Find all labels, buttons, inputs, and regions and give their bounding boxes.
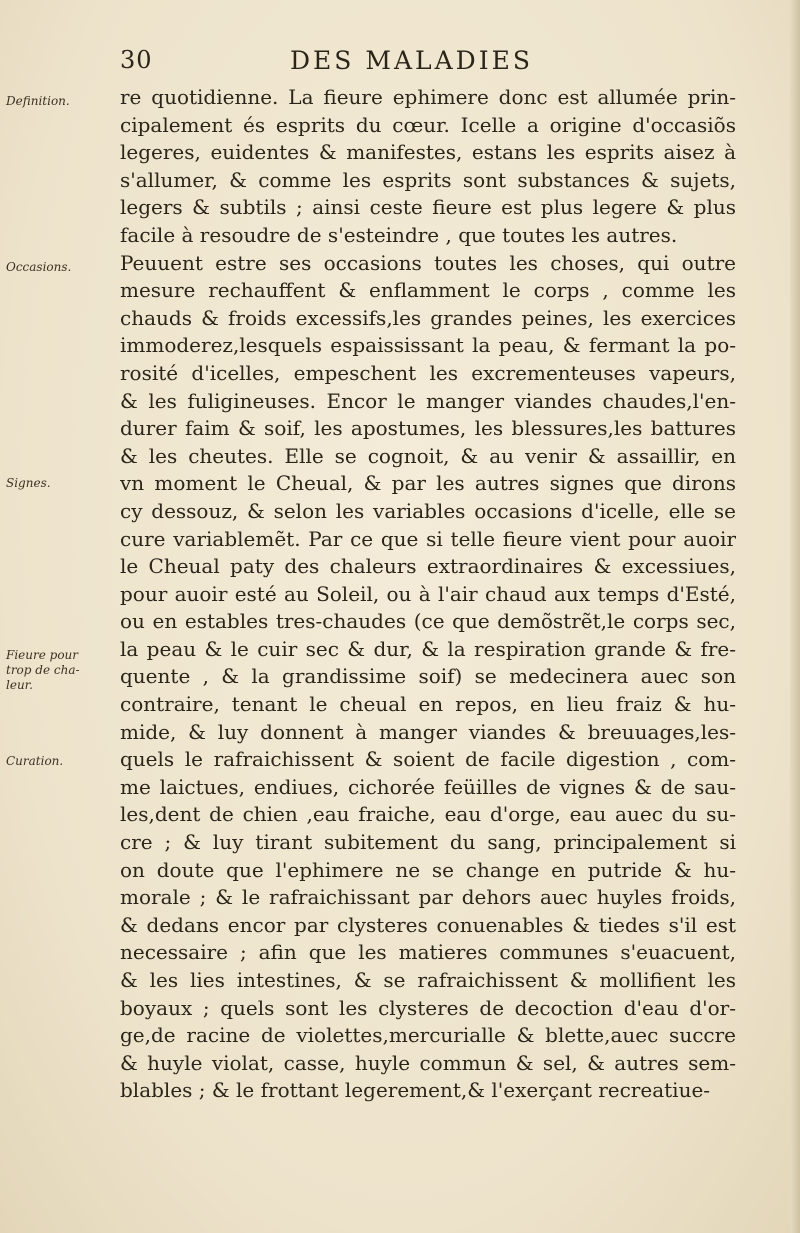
body-text — [120, 84, 736, 1105]
margin-note-definition: Definition. — [6, 94, 70, 108]
text-line: mide, & luy donnent à manger viandes & breuuages,les- — [120, 719, 736, 744]
text-line: ge,de racine de violettes,mercurialle & blette,auec succre — [120, 1023, 736, 1048]
text-line: ou en estables tres-chaudes (ce que demõstrẽt,le corps sec, — [120, 609, 736, 634]
text-line: pour auoir esté au Soleil, ou à l'air chaud aux temps d'Esté, — [120, 581, 736, 606]
text-line: blables ; & le frottant legerement,& l'exerçant recreatiue- — [120, 1078, 711, 1103]
text-line: facile à resoudre de s'esteindre , que toutes les autres. — [120, 222, 678, 247]
text-line: les,dent de chien ,eau fraiche, eau d'orge, eau auec du su- — [120, 802, 736, 827]
margin-note-fieure-line: leur. — [6, 678, 33, 692]
text-line: quels le rafraichissent & soient de facile digestion , com- — [120, 747, 736, 772]
text-line: legeres, euidentes & manifestes, estans les esprits aisez à — [120, 140, 736, 165]
text-line: cy dessouz, & selon les variables occasions d'icelle, elle se — [120, 498, 736, 523]
text-line: contraire, tenant le cheual en repos, en lieu fraiz & hu- — [120, 692, 736, 717]
text-line: mesure rechauffent & enflamment le corps , comme les — [120, 278, 736, 303]
margin-note-fieure-line: Fieure pour — [6, 648, 79, 662]
text-line: necessaire ; afin que les matieres communes s'euacuent, — [120, 940, 736, 965]
text-line: legers & subtils ; ainsi ceste fieure est plus legere & plus — [120, 195, 736, 220]
text-line: Peuuent estre ses occasions toutes les choses, qui outre — [120, 250, 736, 275]
margin-note-occasions: Occasions. — [6, 260, 72, 274]
page-edge — [790, 0, 800, 1233]
text-line: vn moment le Cheual, & par les autres signes que dirons — [120, 471, 736, 496]
text-line: le Cheual paty des chaleurs extraordinaires & excessiues, — [120, 554, 736, 579]
text-line: on doute que l'ephimere ne se change en putride & hu- — [120, 857, 736, 882]
text-line: & les cheutes. Elle se cognoit, & au venir & assaillir, en — [120, 443, 736, 468]
text-line: re quotidienne. La fieure ephimere donc est allumée prin- — [120, 85, 736, 109]
text-line: & huyle violat, casse, huyle commun & sel, & autres sem- — [120, 1050, 736, 1075]
text-line: cure variablemẽt. Par ce que si telle fieure vient pour auoir — [120, 526, 736, 551]
page-header — [0, 44, 800, 84]
text-line: cipalement és esprits du cœur. Icelle a origine d'occasiõs — [120, 112, 736, 137]
running-head: DES MALADIES — [290, 46, 533, 75]
text-line: chauds & froids excessifs,les grandes peines, les exercices — [120, 305, 736, 330]
text-line: morale ; & le rafraichissant par dehors auec huyles froids, — [120, 885, 736, 910]
text-line: s'allumer, & comme les esprits sont substances & sujets, — [120, 167, 736, 192]
text-line: durer faim & soif, les apostumes, les blessures,les battures — [120, 416, 736, 441]
text-line: me laictues, endiues, cichorée feüilles de vignes & de sau- — [120, 774, 736, 799]
text-line: rosité d'icelles, empeschent les excrementeuses vapeurs, — [120, 360, 736, 385]
margin-note-curation: Curation. — [6, 754, 64, 768]
text-line: immoderez,lesquels espaississant la peau, & fermant la po- — [120, 333, 736, 358]
margin-note-signes: Signes. — [6, 476, 51, 490]
text-line: & les lies intestines, & se rafraichissent & mollifient les — [120, 968, 736, 992]
text-line: & dedans encor par clysteres conuenables & tiedes s'il est — [120, 912, 736, 937]
margin-note-fieure-line: trop de cha- — [6, 663, 80, 677]
text-line: boyaux ; quels sont les clysteres de decoction d'eau d'or- — [120, 995, 736, 1020]
text-line: la peau & le cuir sec & dur, & la respiration grande & fre- — [120, 636, 736, 661]
text-line: quente , & la grandissime soif) se medecinera auec son — [120, 664, 736, 689]
page-number: 30 — [120, 46, 153, 74]
text-line: cre ; & luy tirant subitement du sang, principalement si — [120, 830, 736, 855]
text-line: & les fuligineuses. Encor le manger viandes chaudes,l'en- — [120, 388, 736, 413]
margin-note-fieure — [6, 648, 118, 693]
